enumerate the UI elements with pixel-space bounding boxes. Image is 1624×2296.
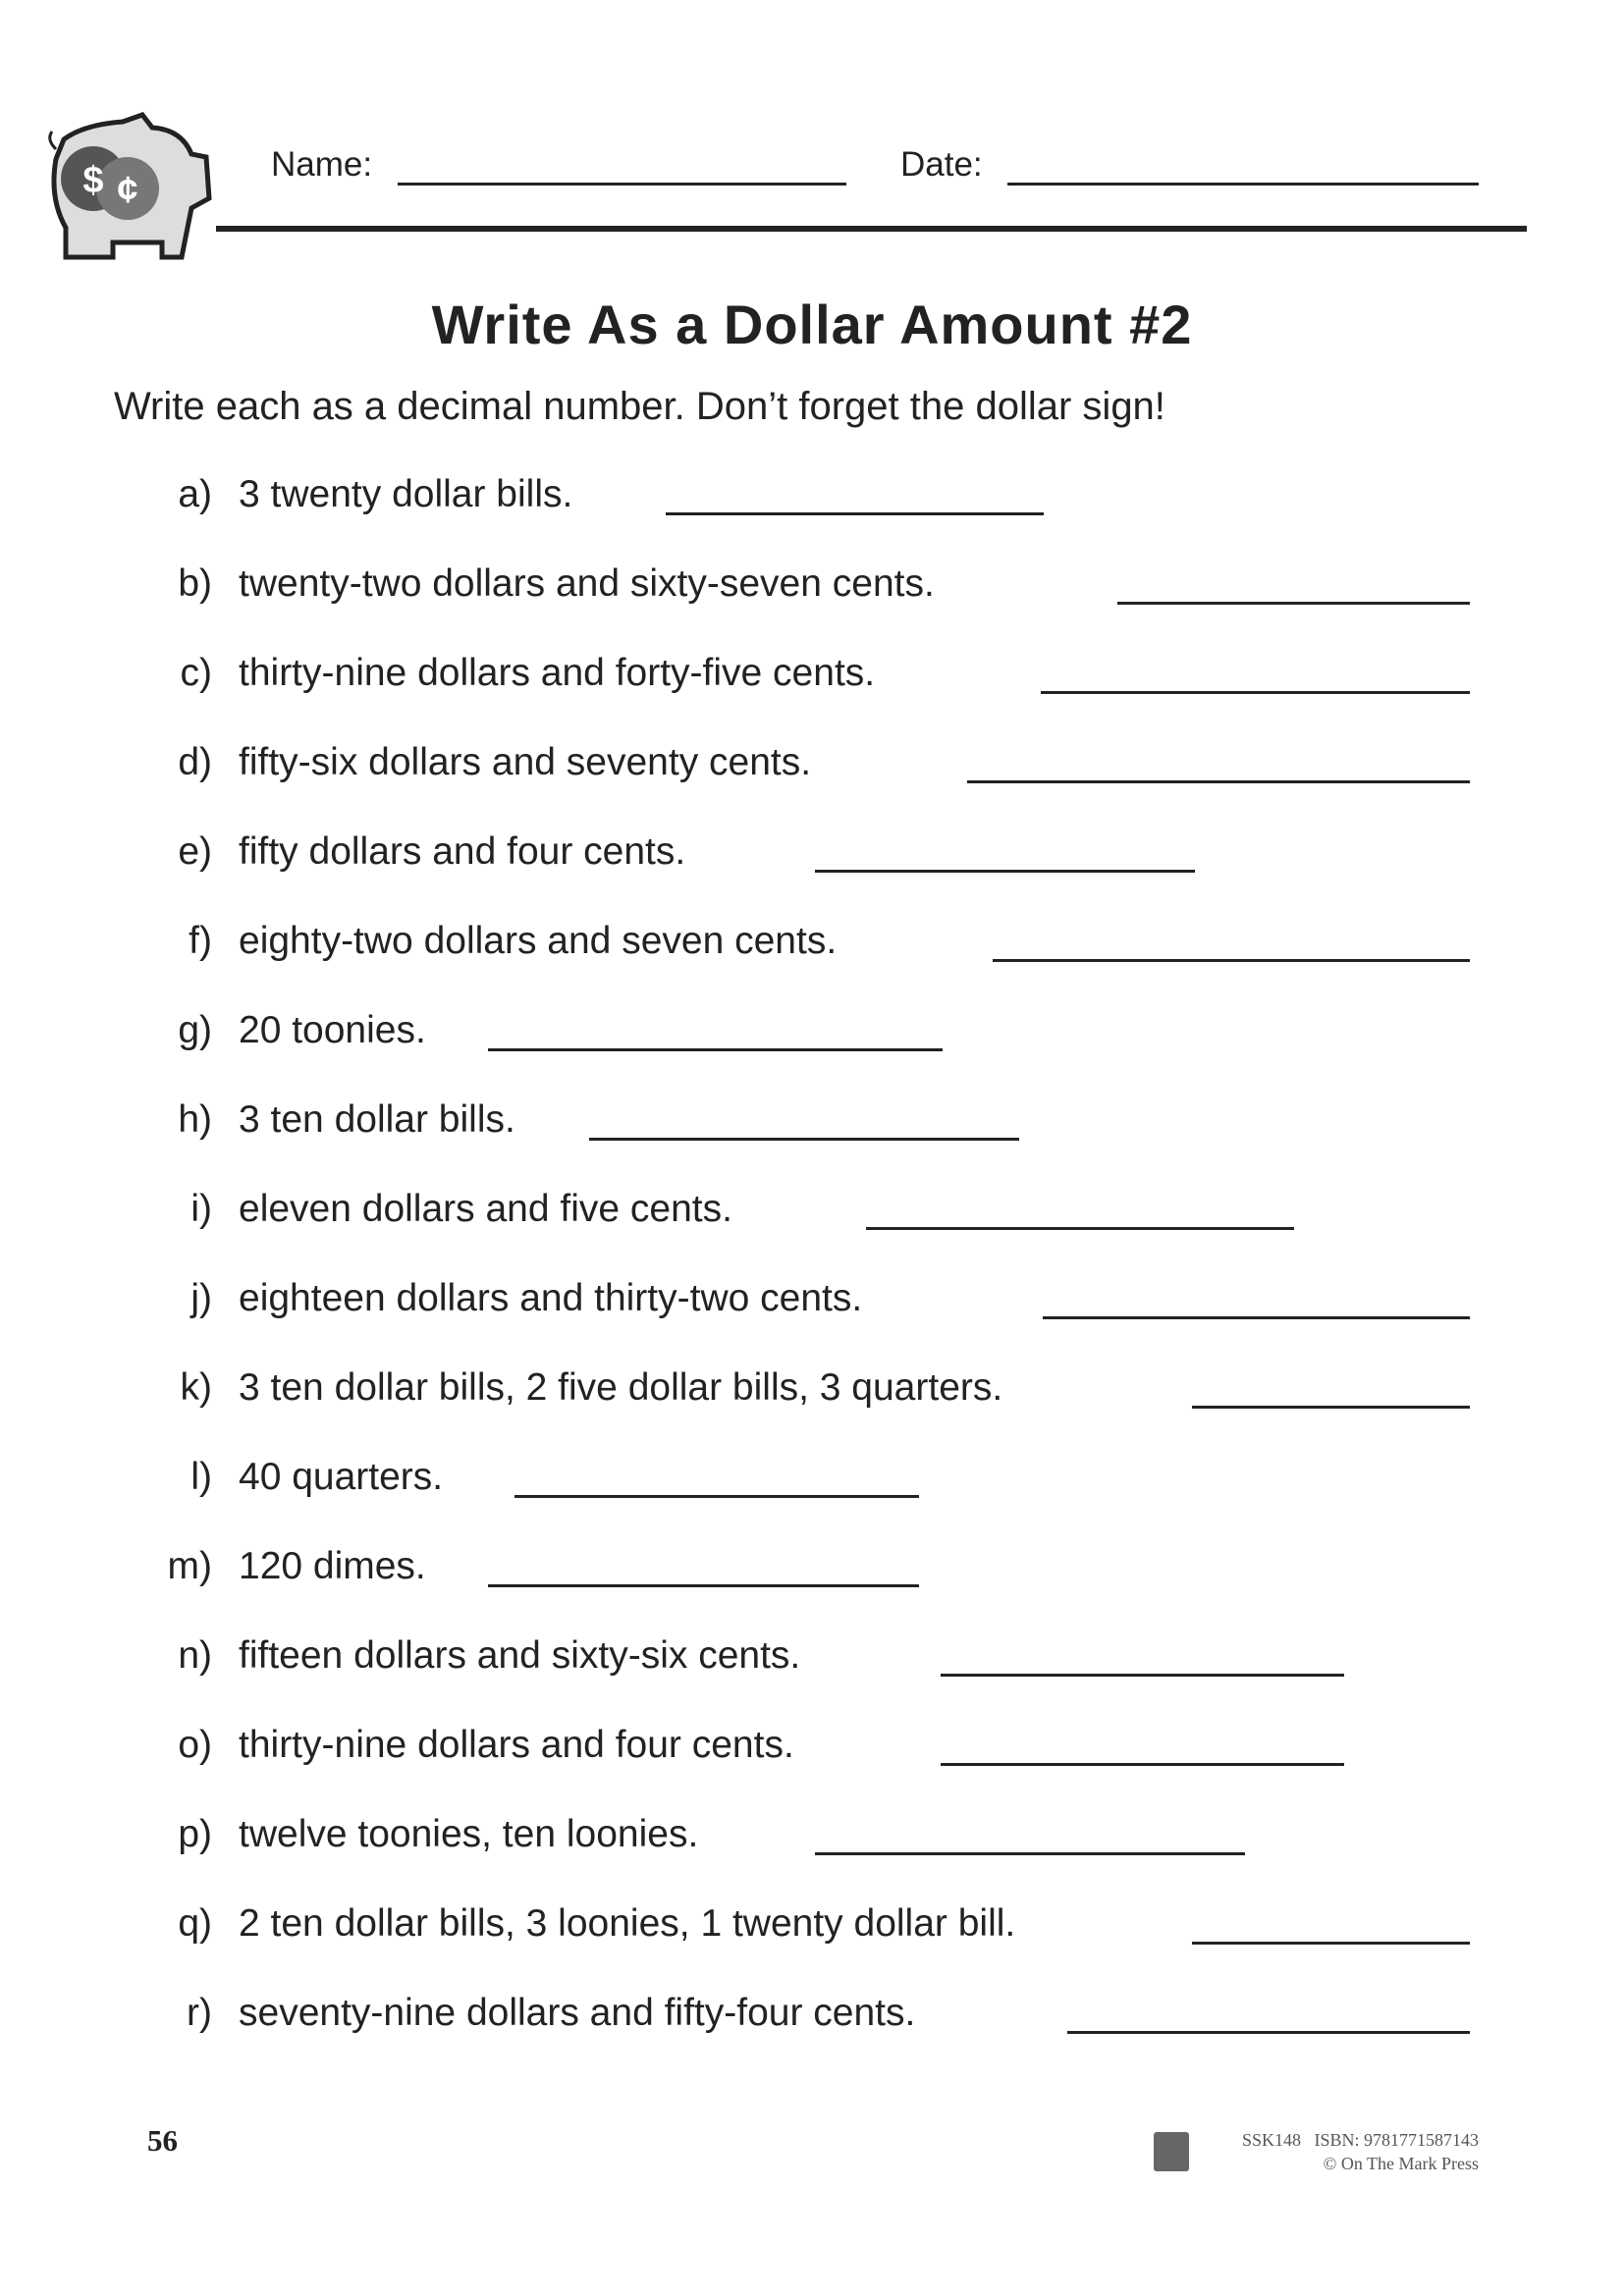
name-label: Name:: [271, 145, 373, 184]
question-letter: e): [178, 830, 212, 873]
question-item: [0, 1545, 1624, 1604]
question-text: 3 ten dollar bills, 2 five dollar bills, 3 quarters.: [239, 1366, 1003, 1409]
answer-blank[interactable]: [1041, 691, 1470, 694]
answer-blank[interactable]: [815, 1852, 1245, 1855]
question-item: [0, 1456, 1624, 1515]
question-text: 3 twenty dollar bills.: [239, 473, 573, 515]
answer-blank[interactable]: [1067, 2031, 1470, 2034]
question-text: thirty-nine dollars and forty-five cents.: [239, 652, 876, 694]
question-text: fifty-six dollars and seventy cents.: [239, 741, 812, 783]
product-code: SSK148: [1241, 2130, 1301, 2150]
question-letter: k): [180, 1366, 212, 1409]
answer-blank[interactable]: [514, 1495, 919, 1498]
question-letter: c): [180, 652, 212, 694]
question-text: 40 quarters.: [239, 1456, 444, 1498]
answer-blank[interactable]: [666, 512, 1044, 515]
answer-blank[interactable]: [1192, 1942, 1470, 1945]
answer-blank[interactable]: [941, 1674, 1344, 1677]
date-field[interactable]: [1007, 183, 1479, 186]
question-item: [0, 1992, 1624, 2051]
question-item: [0, 1366, 1624, 1425]
answer-blank[interactable]: [967, 780, 1470, 783]
answer-blank[interactable]: [993, 959, 1470, 962]
piggy-bank-logo: [44, 110, 241, 267]
question-letter: o): [178, 1724, 212, 1766]
question-letter: m): [167, 1545, 212, 1587]
question-text: 2 ten dollar bills, 3 loonies, 1 twenty dollar bill.: [239, 1902, 1016, 1945]
question-letter: p): [178, 1813, 212, 1855]
question-item: [0, 1813, 1624, 1872]
question-letter: i): [190, 1188, 212, 1230]
question-text: twenty-two dollars and sixty-seven cents.: [239, 562, 935, 605]
question-item: [0, 741, 1624, 800]
question-item: [0, 562, 1624, 621]
svg-text:¢: ¢: [117, 170, 138, 211]
answer-blank[interactable]: [1192, 1406, 1470, 1409]
publisher-icon: [1154, 2132, 1189, 2171]
answer-blank[interactable]: [488, 1048, 943, 1051]
footer-info: [1242, 2128, 1479, 2175]
question-text: thirty-nine dollars and four cents.: [239, 1724, 794, 1766]
page-number: 56: [147, 2123, 178, 2158]
question-letter: h): [178, 1098, 212, 1141]
answer-blank[interactable]: [815, 870, 1195, 873]
question-text: eighteen dollars and thirty-two cents.: [239, 1277, 863, 1319]
instructions: Write each as a decimal number. Don’t forget the dollar sign!: [114, 385, 1165, 428]
answer-blank[interactable]: [488, 1584, 919, 1587]
question-item: [0, 652, 1624, 711]
question-item: [0, 830, 1624, 889]
question-letter: a): [178, 473, 212, 515]
question-text: seventy-nine dollars and fifty-four cents.: [239, 1992, 916, 2034]
isbn: ISBN: 9781771587143: [1314, 2130, 1479, 2150]
question-text: 3 ten dollar bills.: [239, 1098, 515, 1141]
question-letter: q): [178, 1902, 212, 1945]
question-item: [0, 1902, 1624, 1961]
question-letter: j): [190, 1277, 212, 1319]
question-item: [0, 1634, 1624, 1693]
answer-blank[interactable]: [941, 1763, 1344, 1766]
question-letter: b): [178, 562, 212, 605]
question-letter: n): [178, 1634, 212, 1677]
question-text: eighty-two dollars and seven cents.: [239, 920, 838, 962]
answer-blank[interactable]: [589, 1138, 1019, 1141]
question-item: [0, 1724, 1624, 1783]
question-letter: l): [190, 1456, 212, 1498]
name-field[interactable]: [398, 183, 846, 186]
question-item: [0, 473, 1624, 532]
answer-blank[interactable]: [1117, 602, 1470, 605]
question-item: [0, 1277, 1624, 1336]
question-text: 120 dimes.: [239, 1545, 426, 1587]
question-letter: g): [178, 1009, 212, 1051]
question-text: fifteen dollars and sixty-six cents.: [239, 1634, 801, 1677]
answer-blank[interactable]: [866, 1227, 1294, 1230]
question-letter: d): [178, 741, 212, 783]
question-item: [0, 1188, 1624, 1247]
question-letter: f): [189, 920, 212, 962]
question-item: [0, 1009, 1624, 1068]
header-divider: [216, 226, 1527, 232]
answer-blank[interactable]: [1043, 1316, 1470, 1319]
date-label: Date:: [900, 145, 983, 184]
question-letter: r): [187, 1992, 212, 2034]
question-item: [0, 1098, 1624, 1157]
question-text: eleven dollars and five cents.: [239, 1188, 732, 1230]
svg-text:$: $: [82, 160, 104, 201]
question-text: fifty dollars and four cents.: [239, 830, 686, 873]
question-text: 20 toonies.: [239, 1009, 426, 1051]
question-text: twelve toonies, ten loonies.: [239, 1813, 699, 1855]
copyright: © On The Mark Press: [1323, 2154, 1479, 2173]
question-item: [0, 920, 1624, 979]
page-title: Write As a Dollar Amount #2: [431, 294, 1193, 355]
